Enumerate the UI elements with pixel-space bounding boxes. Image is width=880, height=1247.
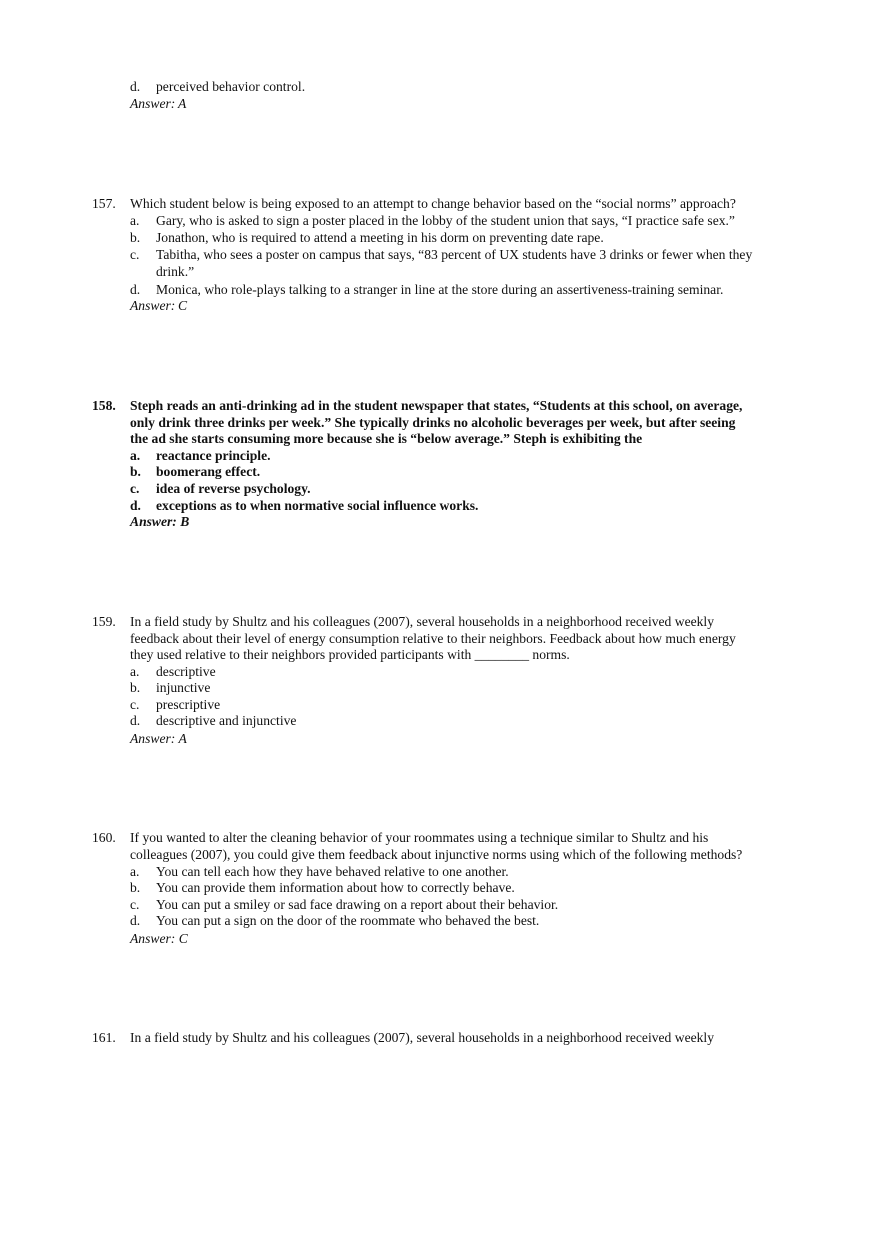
option-text: descriptive (156, 664, 216, 679)
q156-answer (130, 96, 186, 112)
option-letter: d. (130, 713, 141, 728)
option-letter: a. (130, 664, 140, 679)
option-text: You can tell each how they have behaved relative to one another. (156, 864, 509, 879)
option-text: Monica, who role-plays talking to a stranger in line at the store during an assertiveness-training seminar. (156, 282, 724, 297)
option-letter: d. (130, 79, 141, 94)
option-letter: b. (130, 464, 141, 479)
option-text-continued: drink.” (156, 264, 195, 279)
option-letter: c. (130, 247, 140, 262)
option-text: You can provide them information about how to correctly behave. (156, 880, 515, 895)
answer: Answer: A (130, 731, 187, 746)
answer-value: A (178, 96, 187, 111)
question-stem-line: Steph reads an anti-drinking ad in the student newspaper that states, “Students at this school, on average, (130, 398, 743, 413)
option-letter: a. (130, 213, 140, 228)
option-letter: d. (130, 282, 141, 297)
answer: Answer: C (130, 931, 188, 946)
option-text: You can put a sign on the door of the roommate who behaved the best. (156, 913, 540, 928)
question-stem-line: the ad she starts consuming more because she is “below average.” Steph is exhibiting the (130, 431, 643, 446)
option-letter: b. (130, 880, 141, 895)
option-letter: a. (130, 864, 140, 879)
question-stem-line: feedback about their level of energy consumption relative to their neighbors. Feedback about how much energy (130, 631, 736, 646)
option-letter: c. (130, 697, 140, 712)
option-letter: b. (130, 230, 141, 245)
question-stem-line: In a field study by Shultz and his colleagues (2007), several households in a neighborhood received weekly (130, 1030, 715, 1045)
question-stem-line: If you wanted to alter the cleaning behavior of your roommates using a technique similar to Shultz and his (130, 830, 709, 845)
question-number: 159. (92, 614, 116, 629)
option-letter: d. (130, 913, 141, 928)
option-text: injunctive (156, 680, 211, 695)
option-letter: d. (130, 498, 141, 513)
option-letter: a. (130, 448, 141, 463)
option-text: descriptive and injunctive (156, 713, 297, 728)
question-number: 161. (92, 1030, 116, 1045)
option-text: reactance principle. (156, 448, 271, 463)
answer-value: C (178, 298, 188, 313)
question-stem-line: only drink three drinks per week.” She typically drinks no alcoholic beverages per week, but after seeing (130, 415, 736, 430)
option-text: boomerang effect. (156, 464, 261, 479)
question-number: 158. (92, 398, 116, 413)
option-letter: c. (130, 897, 140, 912)
option-text: prescriptive (156, 697, 221, 712)
question-stem: Which student below is being exposed to an attempt to change behavior based on the “social norms” approach? (130, 196, 736, 211)
option-text: Gary, who is asked to sign a poster placed in the lobby of the student union that says, “I practice safe sex.” (156, 213, 735, 228)
option-text: exceptions as to when normative social influence works. (156, 498, 479, 513)
option-text: Tabitha, who sees a poster on campus that says, “83 percent of UX students have 3 drinks or fewer when they (156, 247, 753, 262)
option-letter: c. (130, 481, 140, 496)
option-text: Jonathon, who is required to attend a meeting in his dorm on preventing date rape. (156, 230, 604, 245)
question-stem-line: In a field study by Shultz and his colleagues (2007), several households in a neighborhood received weekly (130, 614, 715, 629)
answer-label: Answer: (130, 298, 176, 313)
answer (130, 298, 187, 314)
option-text: You can put a smiley or sad face drawing on a report about their behavior. (156, 897, 559, 912)
answer-label: Answer: (130, 96, 176, 111)
question-number: 160. (92, 830, 116, 845)
answer: Answer: B (130, 514, 190, 529)
question-stem-line: colleagues (2007), you could give them feedback about injunctive norms using which of the following methods? (130, 847, 743, 862)
option-text: perceived behavior control. (156, 79, 306, 94)
option-letter: b. (130, 680, 141, 695)
option-text: idea of reverse psychology. (156, 481, 311, 496)
question-stem-line: they used relative to their neighbors provided participants with ________ norms. (130, 647, 570, 662)
question-number: 157. (92, 196, 116, 211)
